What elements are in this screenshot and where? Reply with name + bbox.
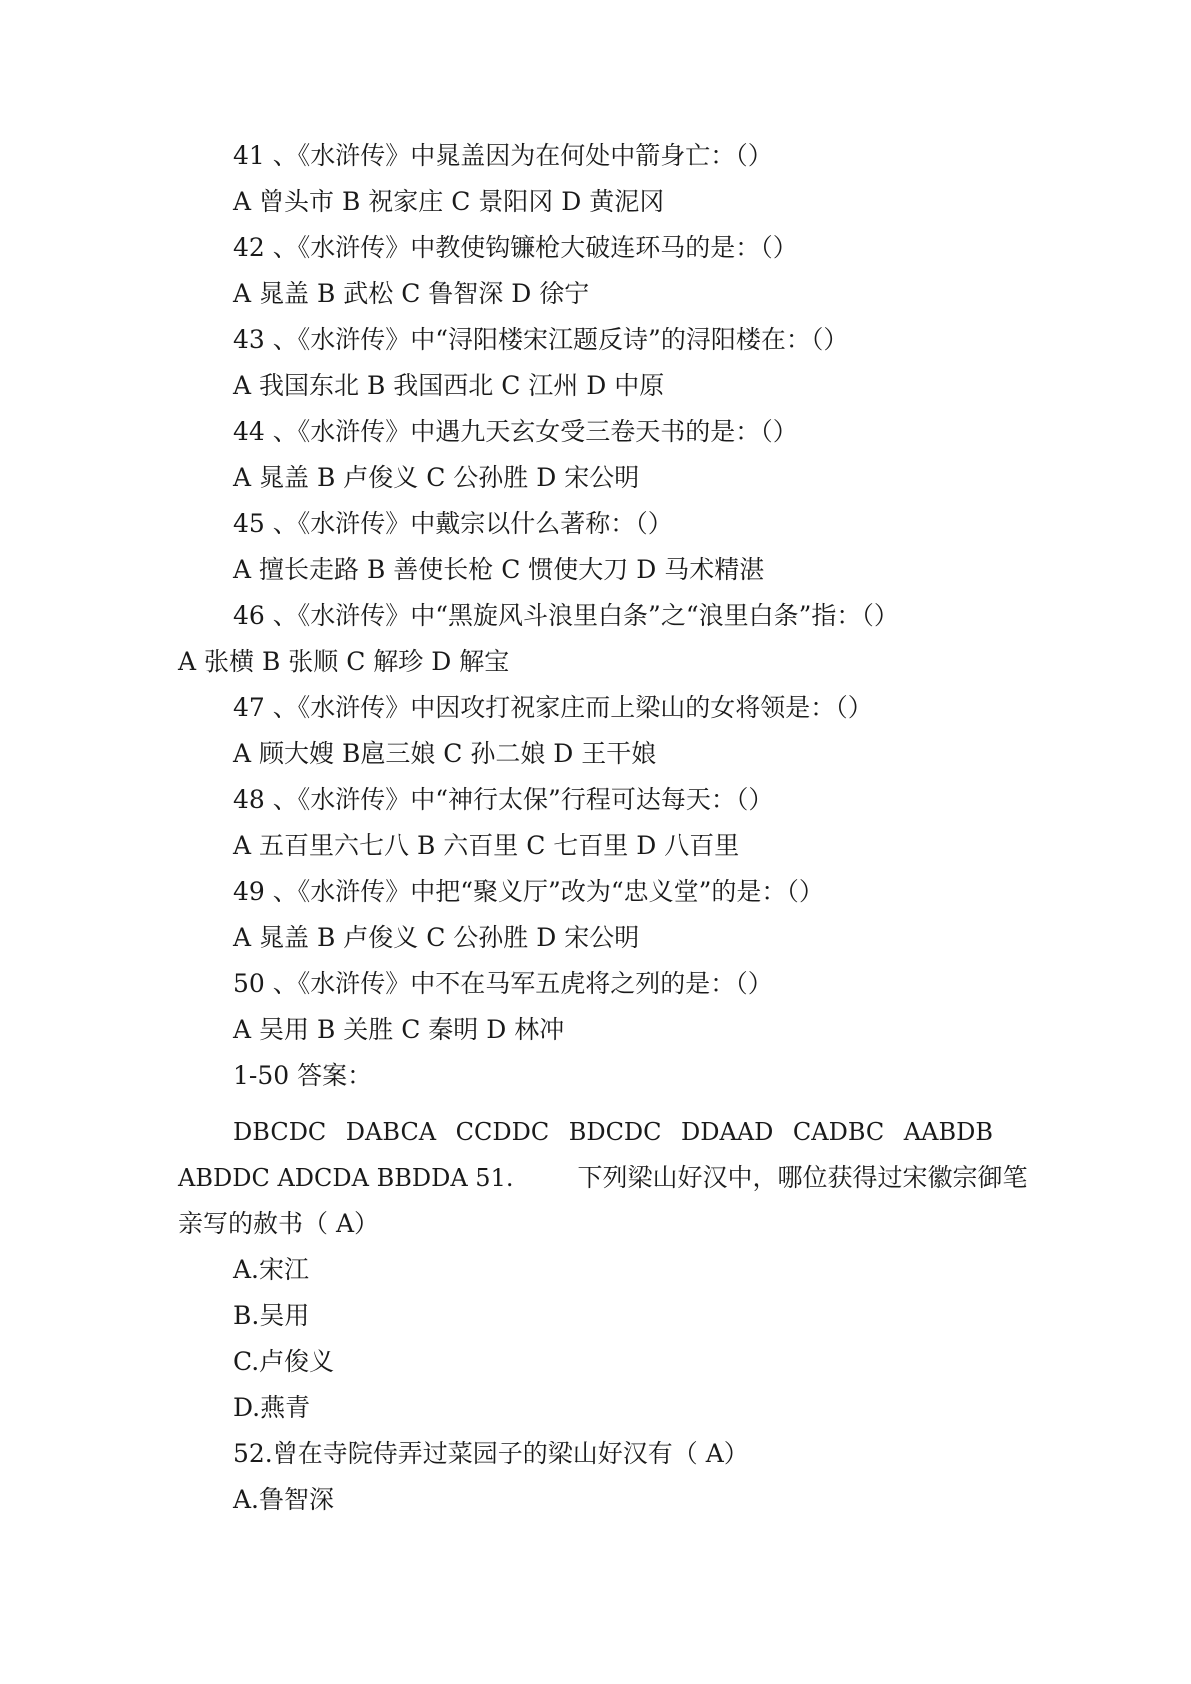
question-44-options: A 晁盖 B 卢俊义 C 公孙胜 D 宋公明	[233, 463, 640, 492]
answer-group: DBCDC	[233, 1118, 327, 1146]
question-43: 43 、《水浒传》中“浔阳楼宋江题反诗”的浔阳楼在：（）	[233, 325, 849, 354]
answer-group: AABDB	[903, 1118, 993, 1146]
question-41: 41 、《水浒传》中晁盖因为在何处中箭身亡：（）	[233, 141, 773, 170]
question-48-options: A 五百里六七八 B 六百里 C 七百里 D 八百里	[233, 831, 740, 860]
question-51-option-d: D.燕青	[233, 1393, 311, 1422]
answers-heading: 1-50 答案：	[233, 1061, 373, 1090]
answer-group: DDAAD	[681, 1118, 774, 1146]
question-49: 49 、《水浒传》中把“聚义厅”改为“忠义堂”的是：（）	[233, 877, 824, 906]
question-51: 下列梁山好汉中，哪位获得过宋徽宗御笔	[577, 1163, 1028, 1192]
question-51-option-a: A.宋江	[233, 1255, 310, 1284]
question-42-options: A 晁盖 B 武松 C 鲁智深 D 徐宁	[233, 279, 590, 308]
answer-group: BDCDC	[568, 1118, 662, 1146]
question-42: 42 、《水浒传》中教使钩镰枪大破连环马的是：（）	[233, 233, 798, 262]
question-50: 50 、《水浒传》中不在马军五虎将之列的是：（）	[233, 969, 773, 998]
answer-key-continued	[178, 1160, 1028, 1196]
question-52: 52.曾在寺院侍弄过菜园子的梁山好汉有（ A）	[233, 1439, 749, 1468]
question-50-options: A 吴用 B 关胜 C 秦明 D 林冲	[233, 1015, 565, 1044]
question-52-option-a: A.鲁智深	[233, 1485, 335, 1514]
question-45: 45 、《水浒传》中戴宗以什么著称：（）	[233, 509, 673, 538]
question-44: 44 、《水浒传》中遇九天玄女受三卷天书的是：（）	[233, 417, 798, 446]
answer-key-row	[233, 1114, 993, 1150]
question-51-continued: 亲写的赦书（ A）	[178, 1209, 380, 1238]
answer-group: CCDDC	[455, 1118, 550, 1146]
question-49-options: A 晁盖 B 卢俊义 C 公孙胜 D 宋公明	[233, 923, 640, 952]
question-47: 47 、《水浒传》中因攻打祝家庄而上梁山的女将领是：（）	[233, 693, 873, 722]
question-51-option-b: B.吴用	[233, 1301, 310, 1330]
question-43-options: A 我国东北 B 我国西北 C 江州 D 中原	[233, 371, 665, 400]
question-51-option-c: C.卢俊义	[233, 1347, 335, 1376]
question-48: 48 、《水浒传》中“神行太保”行程可达每天：（）	[233, 785, 774, 814]
answer-group: CADBC	[792, 1118, 885, 1146]
question-46-options: A 张横 B 张顺 C 解珍 D 解宝	[178, 647, 510, 676]
question-41-options: A 曾头市 B 祝家庄 C 景阳冈 D 黄泥冈	[233, 187, 665, 216]
answer-group: DABCA	[345, 1118, 437, 1146]
question-45-options: A 擅长走路 B 善使长枪 C 惯使大刀 D 马术精湛	[233, 555, 765, 584]
answer-key-tail: ABDDC ADCDA BBDDA 51.	[178, 1164, 514, 1192]
question-46: 46 、《水浒传》中“黑旋风斗浪里白条”之“浪里白条”指：（）	[233, 601, 899, 630]
question-47-options: A 顾大嫂 B扈三娘 C 孙二娘 D 王干娘	[233, 739, 657, 768]
